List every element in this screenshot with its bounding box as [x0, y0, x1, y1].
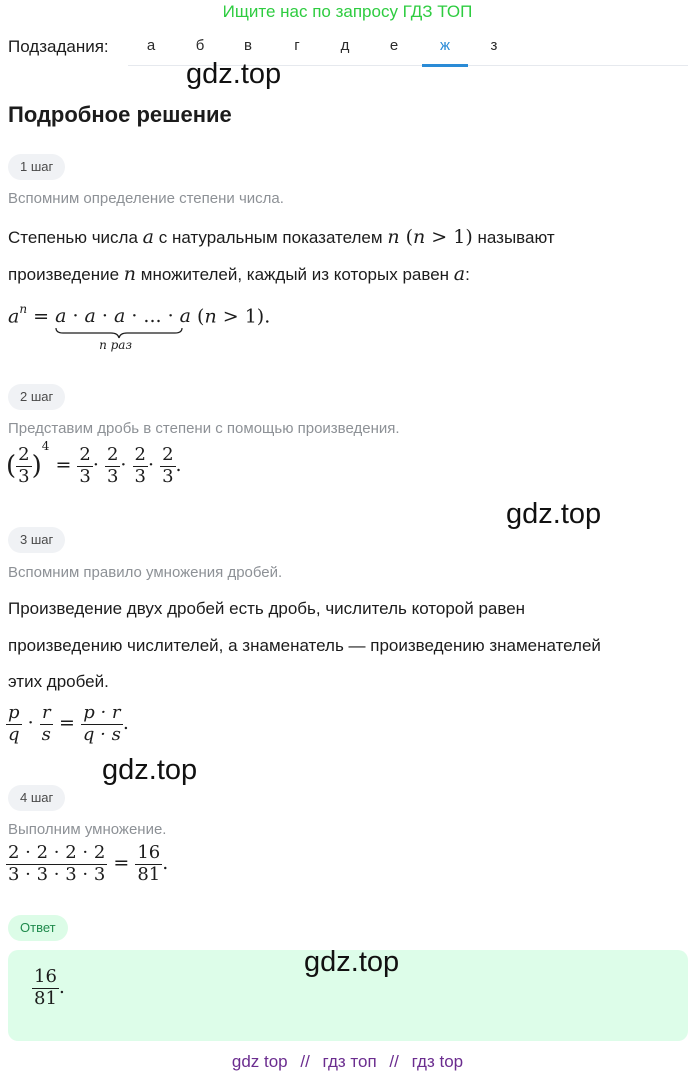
definition-line-2: произведение n множителей, каждый из которых равен a:	[8, 263, 470, 285]
math-n-condition: n (n > 1)	[387, 226, 473, 248]
footer-links	[0, 1052, 695, 1072]
definition-line-1	[8, 226, 555, 248]
step-badge: 1 шаг	[8, 154, 65, 180]
tab-v[interactable]: в	[244, 37, 252, 54]
definition-text-e: множителей, каждый из которых равен	[140, 265, 450, 284]
watermark: gdz.top	[186, 58, 282, 90]
subtasks-label: Подзадания:	[8, 37, 109, 56]
answer-denominator: 81	[34, 987, 57, 1009]
fraction-multiplication-rule: $\frac{p}{q}$ · $\frac{r}{s}$ = $\frac{p \cdot r}{q \cdot s}$ .	[8, 702, 129, 745]
footer-link-1[interactable]: gdz top	[231, 1052, 288, 1071]
tab-z[interactable]: з	[490, 37, 498, 54]
watermark: gdz.top	[102, 754, 198, 786]
watermark: gdz.top	[304, 946, 400, 978]
footer-separator: //	[300, 1052, 310, 1071]
step-hint: Представим дробь в степени с помощью произведения.	[8, 420, 400, 437]
multiplication-result: $\frac{2 \cdot 2 \cdot 2 \cdot 2}{3 \cdot 3 \cdot 3 \cdot 3}$ = $\frac{16}{81}$ .	[8, 842, 169, 885]
promo-banner: Ищите нас по запросу ГДЗ ТОП	[222, 2, 473, 21]
step-badge: 2 шаг	[8, 384, 65, 410]
definition-text-c: называют	[477, 228, 555, 247]
underbrace-label: n раз	[99, 338, 133, 353]
tab-e[interactable]: е	[389, 37, 399, 54]
step-hint: Вспомним правило умножения дробей.	[8, 564, 283, 581]
answer-value: $\frac{16}{81}$ .	[34, 966, 65, 1009]
step-hint: Вспомним определение степени числа.	[8, 190, 284, 207]
footer-link-2[interactable]: гдз топ	[322, 1052, 377, 1071]
step-badge: 4 шаг	[8, 785, 65, 811]
rule-line-1: Произведение двух дробей есть дробь, числитель которой равен	[8, 599, 526, 618]
definition-text-b: с натуральным показателем	[158, 228, 383, 247]
answer-badge: Ответ	[8, 915, 68, 941]
rule-line-3: этих дробей.	[8, 672, 109, 691]
tab-b[interactable]: б	[195, 37, 205, 54]
tab-g[interactable]: г	[294, 37, 300, 54]
math-a-end: a	[453, 263, 466, 285]
math-a: a	[142, 226, 154, 248]
page-title: Подробное решение	[8, 102, 232, 127]
footer-separator: //	[389, 1052, 399, 1071]
rule-line-2: произведению числителей, а знаменатель — произведению знаменателей	[8, 636, 601, 655]
footer-link-3[interactable]: гдз top	[411, 1052, 464, 1071]
watermark: gdz.top	[506, 498, 602, 530]
tab-a[interactable]: а	[146, 37, 156, 54]
definition-text-a: Степенью числа	[8, 228, 138, 247]
fraction-power-formula: ( $\frac{2}{3}$ )$^4$ = $\frac{2}{3}$ · $\frac{2}{3}$ · $\frac{2}{3}$ · $\frac{2}{3}$ .	[6, 438, 182, 487]
tab-d[interactable]: д	[340, 37, 350, 54]
step-badge: 3 шаг	[8, 527, 65, 553]
definition-text-d: произведение	[8, 265, 120, 284]
power-definition-formula: $a^n = a \cdot a \cdot a$ · ... · a n раз (n > 1).	[8, 302, 271, 353]
answer-numerator: 16	[34, 966, 57, 987]
tab-zh[interactable]: ж	[422, 30, 468, 67]
math-n: n	[123, 263, 137, 285]
step-hint: Выполним умножение.	[8, 821, 167, 838]
